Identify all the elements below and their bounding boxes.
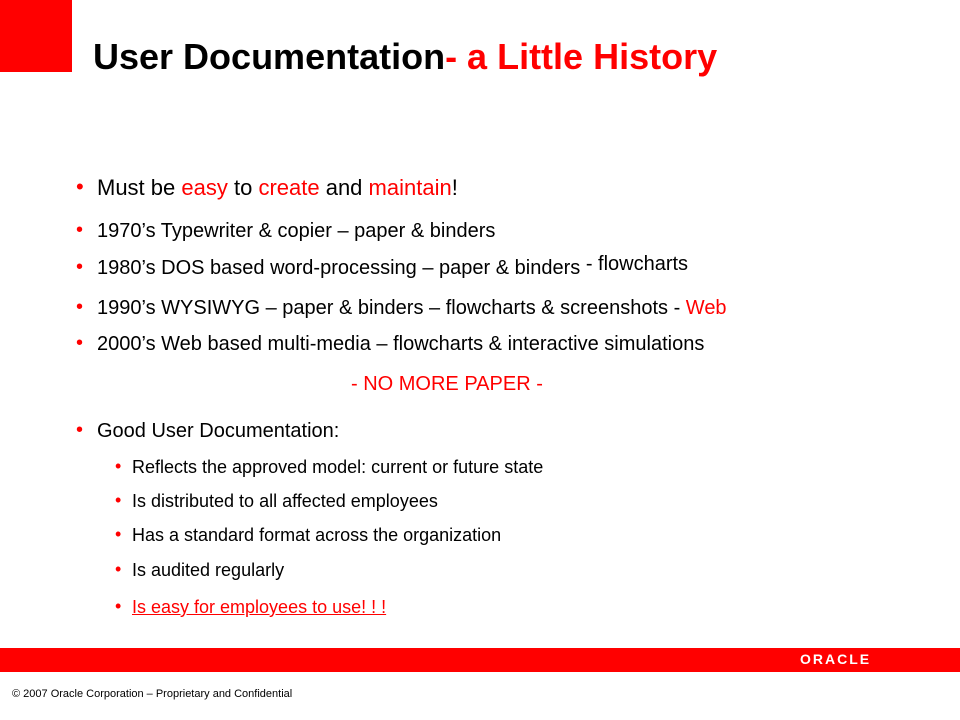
oracle-logo: ORACLE bbox=[800, 651, 872, 667]
title-accent: - a Little History bbox=[445, 36, 718, 77]
bullet-text: 1980’s DOS based word-processing – paper & binders bbox=[97, 257, 581, 279]
sub-bullet-dot: • bbox=[115, 559, 122, 579]
sub-bullet-item: Is audited regularly bbox=[132, 560, 285, 580]
bullet-item-3 bbox=[97, 253, 689, 280]
bullet-item-5: 2000’s Web based multi-media – flowcharts & interactive simulations bbox=[97, 333, 705, 355]
bullet-text: and bbox=[319, 175, 369, 200]
title-main: User Documentation bbox=[93, 36, 446, 77]
sub-bullet-dot: • bbox=[115, 456, 122, 476]
bullet-text: - flowcharts bbox=[585, 253, 689, 275]
bullet-item-2: 1970’s Typewriter & copier – paper & binders bbox=[97, 220, 496, 242]
bullet-dot: • bbox=[76, 219, 84, 241]
bullet-dot: • bbox=[76, 332, 84, 354]
bullet-item-1 bbox=[97, 175, 458, 201]
copyright-text: © 2007 Oracle Corporation – Proprietary and Confidential bbox=[12, 688, 293, 700]
sub-bullet-item-highlight: Is easy for employees to use! ! ! bbox=[132, 597, 387, 617]
bullet-text: to bbox=[227, 175, 259, 200]
highlight-maintain: maintain bbox=[368, 175, 452, 200]
highlight-easy: easy bbox=[181, 175, 228, 200]
highlight-web: Web bbox=[685, 297, 727, 319]
sub-bullet-dot: • bbox=[115, 596, 122, 616]
bullet-item-6: Good User Documentation: bbox=[97, 420, 340, 442]
no-more-paper-note: - NO MORE PAPER - bbox=[351, 373, 543, 395]
sub-bullet-item: Reflects the approved model: current or future state bbox=[132, 457, 544, 477]
bullet-text: Must be bbox=[97, 175, 182, 200]
bullet-dot: • bbox=[76, 296, 84, 318]
highlight-create: create bbox=[258, 175, 320, 200]
sub-bullet-dot: • bbox=[115, 490, 122, 510]
sub-bullet-dot: • bbox=[115, 524, 122, 544]
bullet-item-4 bbox=[97, 297, 727, 320]
bullet-text: ! bbox=[451, 175, 458, 200]
bullet-dot: • bbox=[76, 419, 84, 441]
bullet-dot: • bbox=[76, 174, 84, 199]
bullet-dot: • bbox=[76, 256, 84, 278]
bullet-text: 1990’s WYSIWYG – paper & binders – flowcharts & screenshots - bbox=[97, 297, 681, 319]
sub-bullet-item: Has a standard format across the organization bbox=[132, 525, 502, 545]
sub-bullet-item: Is distributed to all affected employees bbox=[132, 491, 438, 511]
